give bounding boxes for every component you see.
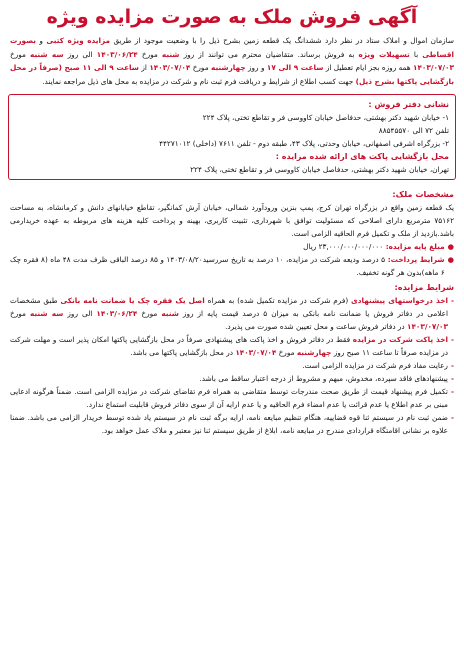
- intro-highlight: مزایده ویژه کتبی: [46, 36, 111, 45]
- intro-highlight: ساعت ۹ الی ۱۷: [266, 63, 324, 72]
- intro-text: و: [36, 36, 47, 45]
- bullet-icon: -: [450, 361, 454, 370]
- office-address-1: ۱- خیابان شهید دکتر بهشتی، حدفاصل خیابان کاووسی فر و تقاطع تختی، پلاک ۲۲۴: [202, 113, 449, 122]
- intro-paragraph: [6, 32, 458, 92]
- condition-text: رعایت مفاد فرم شرکت در مزایده الزامی است.: [302, 361, 448, 370]
- condition-item: [6, 372, 458, 385]
- intro-highlight: ۱۴۰۳/۰۷/۰۳: [413, 63, 454, 72]
- bullet-icon: -: [450, 335, 454, 344]
- intro-highlight: بصورت اقساطی: [10, 36, 454, 59]
- opening-location-heading: محل بازگشایی پاکت های ارائه شده مزایده :: [275, 152, 449, 161]
- page-title: آگهی فروش ملک به صورت مزایده ویژه: [46, 6, 418, 28]
- property-heading: مشخصات ملک:: [392, 189, 454, 199]
- condition-highlight: چهارشنبه: [296, 348, 332, 357]
- condition-highlight: اصل یک فقره چک یا ضمانت نامه بانکی: [60, 296, 205, 305]
- intro-text: و: [260, 63, 267, 72]
- bullet-icon: ●: [447, 242, 454, 251]
- property-description: یک قطعه زمین واقع در بزرگراه تهران کرج، پمپ بنزین ورودآورد شمالی، خیابان آرش کمانگیر، تقاطع خیابانهای دانش و کرمانشاه، به مساحت ۷۵۱۶۲ مترمربع دارای اصلاحی که مسئولیت توافق با شهرداری، تثبیت کاربری، بهینه و پرداخت کلیه هزینه های مربوطه به عهده خریدارمی باشد.بازدید از ملک و تکمیل فرم الحاقیه الزامی است.: [10, 203, 454, 238]
- condition-highlight: اخذ پاکت شرکت در مزایده: [352, 335, 448, 344]
- intro-highlight: ۱۴۰۳/۰۶/۲۴: [96, 49, 138, 59]
- intro-text: مورخ: [137, 49, 162, 59]
- bullet-icon: -: [450, 374, 454, 383]
- condition-text: مورخ: [10, 309, 30, 318]
- intro-text: با: [409, 49, 423, 59]
- condition-item: [6, 333, 458, 359]
- base-price-item: [6, 240, 458, 253]
- condition-text: مورخ: [137, 309, 162, 318]
- condition-item: [6, 385, 458, 411]
- payment-terms-value: ۵ درصد ودیعه شرکت در مزایده، ۱۰ درصد به تاریخ سررسید۱۴۰۳/۰۸/۲۰ و ۸۵ درصد الباقی ظرف مدت ۴۸ ماه (۸ فقره چک ۶ ماهه)بدون هر گونه تخفیف.: [10, 255, 445, 277]
- intro-highlight: ۱۴۰۳/۰۷/۰۴: [149, 63, 191, 72]
- condition-text: تکمیل فرم پیشنهاد قیمت از طریق صحت مندرجات توسط متقاضی به همراه فرم تقاضای شرکت در مزایده الزامی است. ضمناً هرگونه ادعایی مبنی بر عدم اطلاع یا عدم قرائت یا عدم امضاء فرم الحاقیه و یا عدم ارایه آن از سوی دفاتر فروش قابلیت استماع ندارد.: [10, 387, 448, 409]
- condition-text: پیشنهادهای فاقد سپرده، مخدوش، مبهم و مشروط از درجه اعتبار ساقط می باشد.: [199, 374, 448, 383]
- office-address-2: ۲- بزرگراه اشرفی اصفهانی، خیابان وحدتی، پلاک ۴۳، طبقه دوم - تلفن ۷۶۱۱ (داخلی) ۴۴۲۷۱۰۱۲: [159, 139, 449, 148]
- intro-text: مورخ: [10, 49, 31, 59]
- condition-highlight: سه شنبه: [29, 309, 64, 318]
- base-price-label: مبلغ پایه مزایده:: [383, 242, 445, 251]
- payment-terms-item: [6, 253, 458, 279]
- condition-item: [6, 359, 458, 372]
- condition-highlight: اخذ درخواستهای پیشنهادی: [351, 296, 448, 305]
- condition-highlight: ۱۴۰۳/۰۷/۰۳: [407, 322, 448, 331]
- sales-office-box: [8, 94, 456, 180]
- condition-highlight: ۱۴۰۳/۰۷/۰۴: [235, 348, 277, 357]
- conditions-heading: شرایط مزایده:: [394, 282, 454, 292]
- intro-text: مورخ: [190, 63, 212, 72]
- intro-text: جهت کسب اطلاع از شرایط و دریافت فرم ثبت نام و شرکت در مزایده به محل های ذیل مراجعه نمایند.: [42, 76, 354, 86]
- condition-highlight: شنبه: [161, 309, 179, 318]
- intro-highlight: سه شنبه: [30, 49, 64, 59]
- intro-highlight: شنبه: [161, 49, 180, 59]
- intro-highlight: ساعت ۹ الی ۱۱ صبح (صرفاً در محل بازگشایی پاکتها بشرح ذیل): [10, 63, 454, 86]
- condition-item: [6, 294, 458, 333]
- intro-text: همه روزه بجز ایام تعطیل از: [323, 63, 413, 72]
- intro-text: از: [138, 63, 150, 72]
- intro-highlight: تسهیلات ویژه: [358, 49, 410, 59]
- bullet-icon: -: [450, 413, 454, 422]
- condition-item: [6, 411, 458, 437]
- office-phone-1: تلفن ۷۲ الی ۸۸۵۴۵۵۷۰: [378, 126, 449, 135]
- office-heading: نشانی دفتر فروش :: [368, 100, 449, 109]
- bullet-icon: ●: [447, 255, 454, 264]
- condition-text: ضمن ثبت نام در سیستم ثنا قوه قضاییه، هنگام تنظیم مبایعه نامه، ارایه برگه ثبت نام در سیستم یاد شده توسط خریدار الزامی می باشد. ضمنا علاوه بر نشانی اقامتگاه قراردادی مندرج در مبایعه نامه، ابلاغ از طریق سیستم ثنا نیز معتبر و ملاک عمل خواهد بود.: [10, 413, 448, 435]
- condition-text: مورخ: [276, 348, 297, 357]
- bullet-icon: -: [450, 296, 454, 305]
- intro-highlight: چهارشنبه: [211, 63, 246, 72]
- intro-text: روز: [245, 63, 259, 72]
- condition-text: فقط در دفاتر فروش و اخذ پاکت های پیشنهادی صرفاً در محل بازگشایی پاکتها امکان پذیر است و مهلت شرکت در مزایده صرفاً تا ساعت ۱۱ صبح روز: [10, 335, 448, 357]
- condition-text: در دفاتر فروش ساعت و محل تعیین شده صورت می پذیرد.: [225, 322, 407, 331]
- intro-text: الی روز: [63, 49, 97, 59]
- opening-location-address: تهران، خیابان شهید دکتر بهشتی، حدفاصل خیابان کاووسی فر و تقاطع تختی، پلاک ۲۲۴: [190, 165, 449, 174]
- bullet-icon: -: [450, 387, 454, 396]
- payment-terms-label: شرایط پرداخت:: [385, 255, 445, 264]
- intro-text: به فروش برساند. متقاضیان محترم می توانند از روز: [183, 49, 359, 59]
- base-price-value: ۲۳,۰۰۰/۰۰۰/۰۰۰/۰۰۰ ریال: [303, 242, 384, 251]
- condition-text: در محل بازگشایی پاکتها می باشد.: [130, 348, 236, 357]
- condition-highlight: ۱۴۰۳/۰۶/۲۴: [96, 309, 138, 318]
- intro-text: سازمان اموال و املاک ستاد در نظر دارد ششدانگ یک قطعه زمین بشرح ذیل را با وضعیت موجود از طریق: [113, 36, 455, 45]
- condition-text: (فرم شرکت در مزایده تکمیل شده) به همراه: [204, 296, 352, 305]
- condition-text: طبق مشخصات اعلامی در دفاتر فروش یا ضمانت نامه بانکی به میزان ۵ درصد قیمت پایه از روز: [10, 296, 448, 318]
- condition-text: الی روز: [63, 309, 97, 318]
